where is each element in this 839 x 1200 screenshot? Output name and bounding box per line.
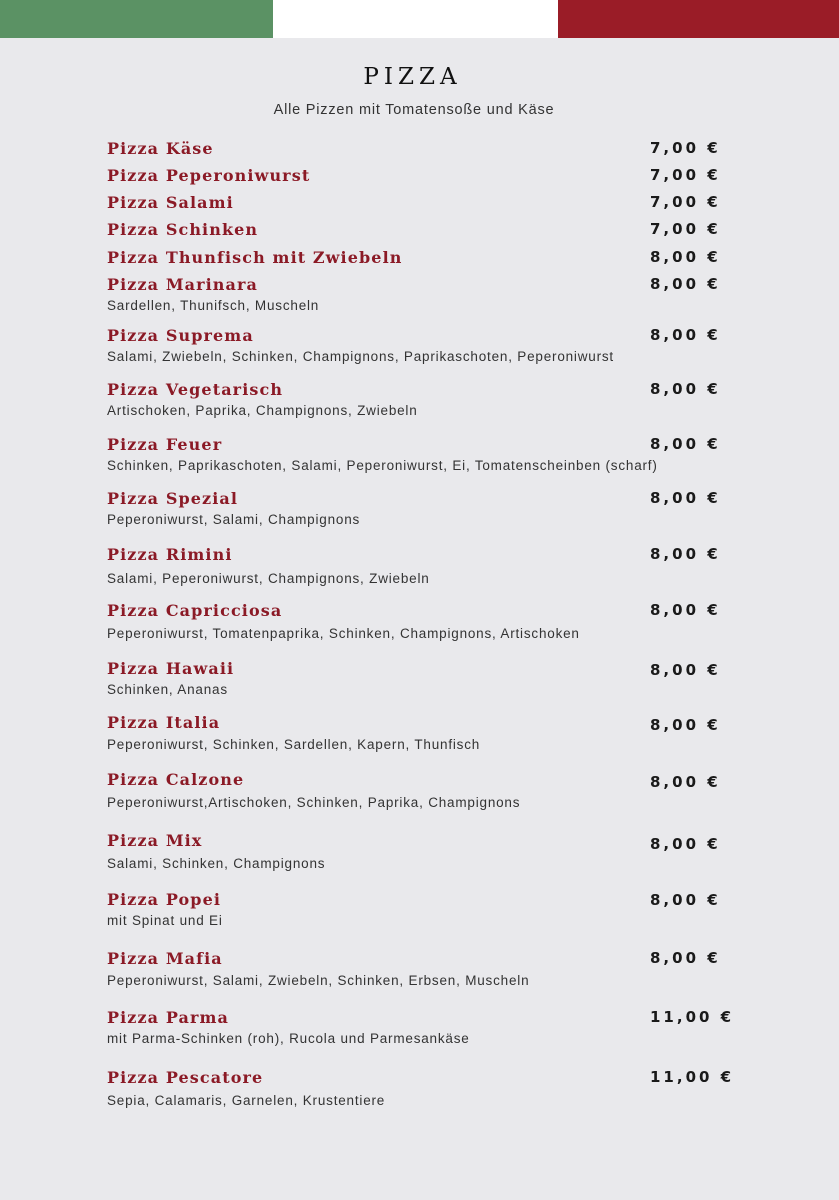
- italian-flag-banner: [0, 0, 839, 38]
- item-name: Pizza Mix: [107, 831, 203, 850]
- flag-red-stripe: [558, 0, 839, 38]
- item-name: Pizza Mafia: [107, 949, 223, 968]
- item-price: 8,00 €: [650, 716, 721, 734]
- item-name: Pizza Capricciosa: [107, 601, 283, 620]
- item-name: Pizza Calzone: [107, 770, 245, 789]
- item-price: 8,00 €: [650, 326, 721, 344]
- item-description: Peperoniwurst, Salami, Champignons: [107, 512, 361, 527]
- item-name: Pizza Spezial: [107, 489, 239, 508]
- menu-title: PIZZA: [363, 64, 462, 90]
- item-description: mit Parma-Schinken (roh), Rucola und Parmesankäse: [107, 1031, 470, 1046]
- item-price: 7,00 €: [650, 139, 721, 157]
- item-name: Pizza Hawaii: [107, 659, 235, 678]
- item-name: Pizza Schinken: [107, 220, 259, 239]
- item-price: 7,00 €: [650, 193, 721, 211]
- item-name: Pizza Parma: [107, 1008, 230, 1027]
- menu-subtitle: Alle Pizzen mit Tomatensoße und Käse: [273, 102, 555, 118]
- item-price: 8,00 €: [650, 489, 721, 507]
- item-description: Peperoniwurst, Tomatenpaprika, Schinken, Champignons, Artischoken: [107, 626, 580, 641]
- item-name: Pizza Vegetarisch: [107, 380, 284, 399]
- item-price: 7,00 €: [650, 220, 721, 238]
- item-description: mit Spinat und Ei: [107, 913, 223, 928]
- item-price: 8,00 €: [650, 835, 721, 853]
- item-description: Salami, Zwiebeln, Schinken, Champignons, Paprikaschoten, Peperoniwurst: [107, 349, 614, 364]
- item-price: 8,00 €: [650, 661, 721, 679]
- item-description: Schinken, Paprikaschoten, Salami, Peperoniwurst, Ei, Tomatenscheinben (scharf): [107, 458, 658, 473]
- item-name: Pizza Italia: [107, 713, 221, 732]
- item-name: Pizza Pescatore: [107, 1068, 264, 1087]
- item-price: 8,00 €: [650, 949, 721, 967]
- item-price: 8,00 €: [650, 380, 721, 398]
- item-description: Artischoken, Paprika, Champignons, Zwiebeln: [107, 403, 418, 418]
- item-price: 11,00 €: [650, 1068, 735, 1086]
- item-description: Peperoniwurst, Schinken, Sardellen, Kapern, Thunfisch: [107, 737, 481, 752]
- item-price: 8,00 €: [650, 545, 721, 563]
- item-price: 8,00 €: [650, 248, 721, 266]
- item-name: Pizza Käse: [107, 139, 214, 158]
- item-description: Peperoniwurst,Artischoken, Schinken, Paprika, Champignons: [107, 795, 521, 810]
- item-name: Pizza Suprema: [107, 326, 254, 345]
- item-name: Pizza Marinara: [107, 275, 259, 294]
- item-name: Pizza Peperoniwurst: [107, 166, 311, 185]
- flag-white-stripe: [273, 0, 558, 38]
- item-price: 7,00 €: [650, 166, 721, 184]
- item-price: 8,00 €: [650, 773, 721, 791]
- flag-green-stripe: [0, 0, 273, 38]
- item-description: Salami, Schinken, Champignons: [107, 856, 326, 871]
- item-description: Sepia, Calamaris, Garnelen, Krustentiere: [107, 1093, 386, 1108]
- item-price: 8,00 €: [650, 891, 721, 909]
- item-description: Schinken, Ananas: [107, 682, 228, 697]
- item-price: 8,00 €: [650, 435, 721, 453]
- item-price: 11,00 €: [650, 1008, 735, 1026]
- item-name: Pizza Thunfisch mit Zwiebeln: [107, 248, 403, 267]
- item-name: Pizza Salami: [107, 193, 234, 212]
- item-price: 8,00 €: [650, 275, 721, 293]
- item-name: Pizza Popei: [107, 890, 222, 909]
- item-name: Pizza Feuer: [107, 435, 223, 454]
- item-description: Sardellen, Thunifsch, Muscheln: [107, 298, 320, 313]
- item-name: Pizza Rimini: [107, 545, 233, 564]
- item-price: 8,00 €: [650, 601, 721, 619]
- item-description: Salami, Peperoniwurst, Champignons, Zwiebeln: [107, 571, 430, 586]
- item-description: Peperoniwurst, Salami, Zwiebeln, Schinken, Erbsen, Muscheln: [107, 973, 530, 988]
